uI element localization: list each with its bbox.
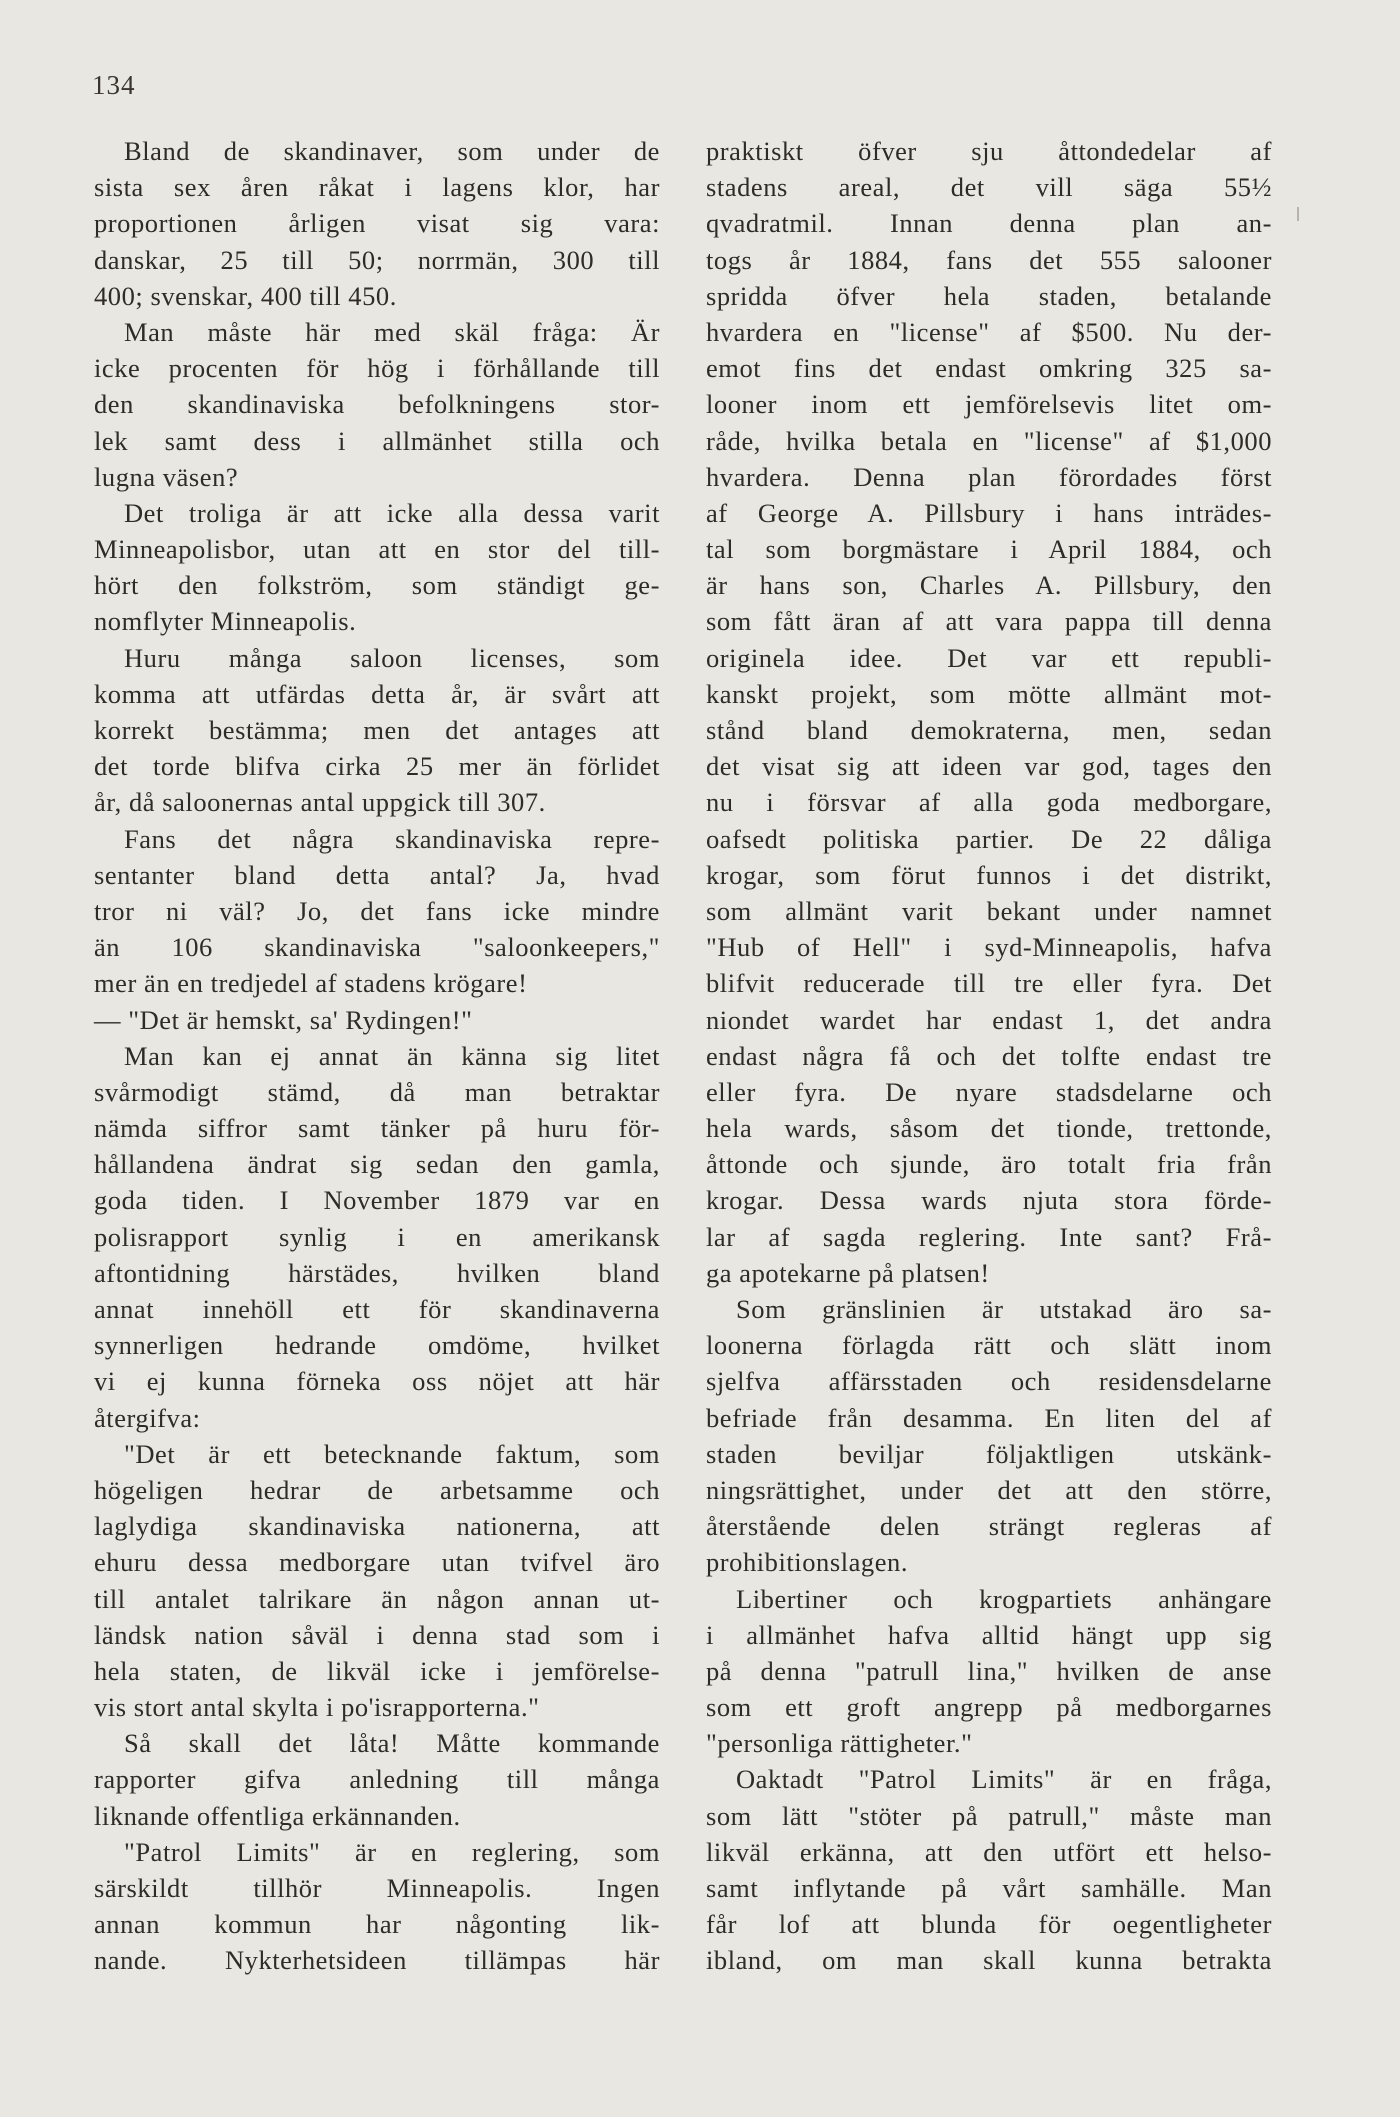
text-line: krogar, som förut funnos i det distrikt, bbox=[706, 859, 1272, 890]
text-line: aftontidning härstädes, hvilken bland bbox=[94, 1257, 660, 1288]
text-line: stadens areal, det vill säga 55½ bbox=[706, 172, 1272, 203]
text-line: sentanter bland detta antal? Ja, hvad bbox=[94, 859, 660, 890]
text-line: som fått äran af att vara pappa till denna bbox=[706, 606, 1272, 637]
text-line: synnerligen hedrande omdöme, hvilket bbox=[94, 1330, 660, 1361]
text-line: endast några få och det tolfte endast tre bbox=[706, 1040, 1272, 1071]
text-line: samt inflytande på vårt samhälle. Man bbox=[706, 1873, 1272, 1903]
text-line: Det troliga är att icke alla dessa varit bbox=[124, 497, 660, 528]
text-line: återgifva: bbox=[94, 1402, 201, 1433]
text-line: i allmänhet hafva alltid hängt upp sig bbox=[706, 1619, 1272, 1650]
text-line: emot fins det endast omkring 325 sa- bbox=[706, 353, 1272, 384]
text-line: qvadratmil. Innan denna plan an- bbox=[706, 208, 1272, 239]
text-line: Minneapolisbor, utan att en stor del till- bbox=[94, 534, 660, 565]
text-line: — "Det är hemskt, sa' Rydingen!" bbox=[94, 1004, 473, 1035]
text-line: som allmänt varit bekant under namnet bbox=[706, 895, 1272, 926]
text-line: än 106 skandinaviska "saloonkeepers," bbox=[94, 932, 660, 963]
text-line: hvardera en "license" af $500. Nu der- bbox=[706, 316, 1272, 347]
text-line: det visat sig att ideen var god, tages den bbox=[706, 751, 1272, 782]
text-line: nämda siffror samt tänker på huru för- bbox=[94, 1113, 660, 1144]
text-line: polisrapport synlig i en amerikansk bbox=[94, 1221, 660, 1252]
text-line: rapporter gifva anledning till många bbox=[94, 1764, 660, 1795]
text-line: originela idee. Det var ett republi- bbox=[706, 642, 1272, 673]
text-line: högeligen hedrar de arbetsamme och bbox=[94, 1474, 660, 1505]
text-line: på denna "patrull lina," hvilken de anse bbox=[706, 1655, 1272, 1686]
text-line: till antalet talrikare än någon annan ut- bbox=[94, 1583, 660, 1614]
text-line: proportionen årligen visat sig vara: bbox=[94, 208, 660, 239]
text-line: korrekt bestämma; men det antages att bbox=[94, 715, 660, 745]
text-line: oafsedt politiska partier. De 22 dåliga bbox=[706, 823, 1272, 854]
text-line: Bland de skandinaver, som under de bbox=[124, 136, 660, 166]
text-line: särskildt tillhör Minneapolis. Ingen bbox=[94, 1873, 660, 1903]
text-line: "Det är ett betecknande faktum, som bbox=[124, 1438, 660, 1469]
text-line: är hans son, Charles A. Pillsbury, den bbox=[706, 570, 1272, 601]
text-line: ga apotekarne på platsen! bbox=[706, 1257, 990, 1288]
text-line: hvardera. Denna plan förordades först bbox=[706, 461, 1272, 492]
text-line: danskar, 25 till 50; norrmän, 300 till bbox=[94, 244, 660, 275]
text-line: af George A. Pillsbury i hans inträdes- bbox=[706, 497, 1272, 528]
text-line: 400; svenskar, 400 till 450. bbox=[94, 280, 397, 311]
text-line: ibland, om man skall kunna betrakta bbox=[706, 1945, 1272, 1976]
text-line: eller fyra. De nyare stadsdelarne och bbox=[706, 1076, 1272, 1107]
text-line: looner inom ett jemförelsevis litet om- bbox=[706, 389, 1272, 420]
text-line: niondet wardet har endast 1, det andra bbox=[706, 1004, 1272, 1035]
text-line: Fans det några skandinaviska repre- bbox=[124, 823, 660, 854]
right-text-column bbox=[706, 133, 1272, 1979]
text-line: tror ni väl? Jo, det fans icke mindre bbox=[94, 895, 660, 926]
text-line: nomflyter Minneapolis. bbox=[94, 606, 357, 637]
text-line: vis stort antal skylta i po'israpporterna." bbox=[94, 1692, 540, 1723]
text-line: lar af sagda reglering. Inte sant? Frå- bbox=[706, 1221, 1272, 1252]
text-line: goda tiden. I November 1879 var en bbox=[94, 1185, 660, 1216]
text-line: svårmodigt stämd, då man betraktar bbox=[94, 1076, 660, 1107]
text-line: sjelfva affärsstaden och residensdelarne bbox=[706, 1366, 1272, 1397]
text-line: mer än en tredjedel af stadens krögare! bbox=[94, 968, 528, 999]
text-line: Som gränslinien är utstakad äro sa- bbox=[736, 1294, 1272, 1324]
text-line: som ett groft angrepp på medborgarnes bbox=[706, 1692, 1272, 1723]
text-line: spridda öfver hela staden, betalande bbox=[706, 280, 1272, 311]
text-line: komma att utfärdas detta år, är svårt att bbox=[94, 678, 660, 709]
text-line: loonerna förlagda rätt och slätt inom bbox=[706, 1330, 1272, 1361]
text-line: laglydiga skandinaviska nationerna, att bbox=[94, 1511, 660, 1542]
text-line: det torde blifva cirka 25 mer än förlidet bbox=[94, 751, 660, 782]
text-line: hållandena ändrat sig sedan den gamla, bbox=[94, 1149, 660, 1180]
text-line: befriade från desamma. En liten del af bbox=[706, 1402, 1272, 1433]
text-line: "Hub of Hell" i syd-Minneapolis, hafva bbox=[706, 932, 1272, 963]
text-line: praktiskt öfver sju åttondedelar af bbox=[706, 136, 1272, 166]
text-line: Man måste här med skäl fråga: Är bbox=[124, 316, 660, 347]
text-line: ländsk nation såväl i denna stad som i bbox=[94, 1619, 660, 1650]
text-line: Man kan ej annat än känna sig litet bbox=[124, 1040, 660, 1071]
text-line: vi ej kunna förneka oss nöjet att här bbox=[94, 1366, 660, 1397]
text-line: Oaktadt "Patrol Limits" är en fråga, bbox=[736, 1764, 1272, 1795]
text-line: tal som borgmästare i April 1884, och bbox=[706, 534, 1272, 565]
page-number: 134 bbox=[92, 70, 136, 100]
text-line: liknande offentliga erkännanden. bbox=[94, 1800, 461, 1831]
text-line: krogar. Dessa wards njuta stora förde- bbox=[706, 1185, 1272, 1216]
text-line: ehuru dessa medborgare utan tvifvel äro bbox=[94, 1547, 660, 1578]
text-line: staden beviljar följaktligen utskänk- bbox=[706, 1438, 1272, 1469]
text-line: hela wards, såsom det tionde, trettonde, bbox=[706, 1113, 1272, 1144]
text-line: togs år 1884, fans det 555 salooner bbox=[706, 244, 1272, 275]
text-line: kanskt projekt, som mötte allmänt mot- bbox=[706, 678, 1272, 709]
text-line: nande. Nykterhetsideen tillämpas här bbox=[94, 1945, 660, 1976]
text-line: "personliga rättigheter." bbox=[706, 1728, 973, 1759]
text-line: lugna väsen? bbox=[94, 461, 239, 492]
text-line: återstående delen strängt regleras af bbox=[706, 1511, 1272, 1542]
text-line: får lof att blunda för oegentligheter bbox=[706, 1909, 1272, 1940]
text-line: annan kommun har någonting lik- bbox=[94, 1909, 660, 1940]
text-line: sista sex åren råkat i lagens klor, har bbox=[94, 172, 660, 203]
margin-speck bbox=[1297, 207, 1299, 221]
text-line: icke procenten för hög i förhållande till bbox=[94, 353, 660, 384]
text-line: som lätt "stöter på patrull," måste man bbox=[706, 1800, 1272, 1831]
text-line: år, då saloonernas antal uppgick till 307. bbox=[94, 787, 546, 818]
text-line: annat innehöll ett för skandinaverna bbox=[94, 1294, 660, 1324]
left-text-column bbox=[94, 133, 660, 1979]
text-line: blifvit reducerade till tre eller fyra. Det bbox=[706, 968, 1272, 999]
text-line: den skandinaviska befolkningens stor- bbox=[94, 389, 660, 420]
text-line: nu i försvar af alla goda medborgare, bbox=[706, 787, 1272, 818]
text-line: stånd bland demokraterna, men, sedan bbox=[706, 715, 1272, 745]
text-line: hört den folkström, som ständigt ge- bbox=[94, 570, 660, 601]
text-line: likväl erkänna, att den utfört ett helso- bbox=[706, 1836, 1272, 1867]
text-line: "Patrol Limits" är en reglering, som bbox=[124, 1836, 660, 1867]
text-line: prohibitionslagen. bbox=[706, 1547, 908, 1578]
text-line: Libertiner och krogpartiets anhängare bbox=[736, 1583, 1272, 1614]
text-line: hela staten, de likväl icke i jemförelse- bbox=[94, 1655, 660, 1686]
text-line: ningsrättighet, under det att den större, bbox=[706, 1474, 1272, 1505]
text-line: råde, hvilka betala en "license" af $1,000 bbox=[706, 425, 1272, 456]
text-line: lek samt dess i allmänhet stilla och bbox=[94, 425, 660, 456]
text-line: åttonde och sjunde, äro totalt fria från bbox=[706, 1149, 1272, 1180]
text-line: Huru många saloon licenses, som bbox=[124, 642, 660, 673]
text-line: Så skall det låta! Måtte kommande bbox=[124, 1728, 660, 1759]
